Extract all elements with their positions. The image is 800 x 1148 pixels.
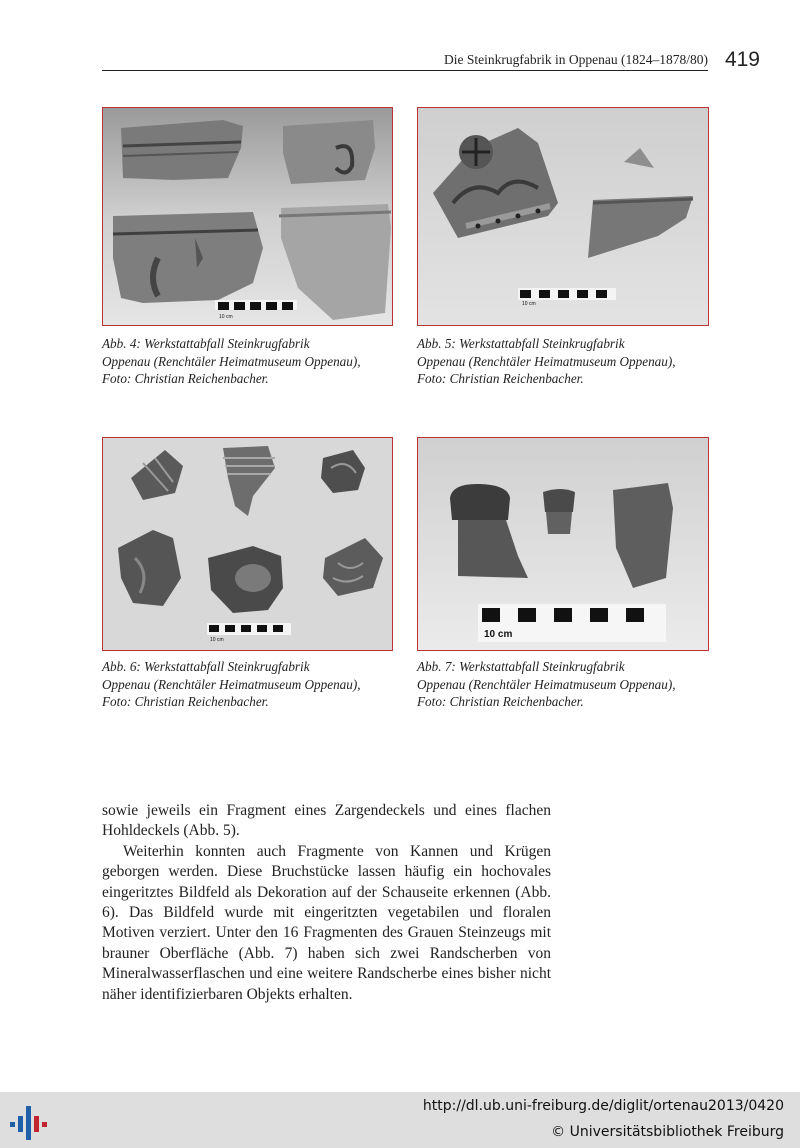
figure-abb-4-caption	[102, 335, 361, 388]
figure-abb-5-caption	[417, 335, 676, 388]
figure-abb-7-caption	[417, 658, 676, 711]
page-number: 419	[724, 48, 760, 71]
footer-bar	[0, 1092, 800, 1148]
running-header	[102, 48, 760, 72]
scale-label: 10 cm	[219, 314, 233, 320]
library-logo-icon	[8, 1100, 52, 1144]
figure-abb-6-caption	[102, 658, 361, 711]
scale-bar	[478, 604, 666, 642]
caption-line: Abb. 5: Werkstattabfall Steinkrugfabrik	[417, 336, 625, 351]
paragraph: Weiterhin konnten auch Fragmente von Kannen und Krügen geborgen werden. Diese Bruchstücke lassen häufig ein hochovales eingeritztes Bildfeld als Dekoration auf der Schauseite erkennen (Abb. 6). Das Bildfeld wurde mit eingeritzten vegetabilen und floralen Motiven verziert. Unter den 16 Fragmenten des Grauen Steinzeugs mit brauner Oberfläche (Abb. 7) haben sich zwei Randscherben von Mineralwasserflaschen und eine weitere Randscherbe eines bisher nicht näher identifizierbaren Objekts erhalten.	[102, 842, 551, 1003]
caption-line: Foto: Christian Reichenbacher.	[417, 371, 584, 386]
scale-label: 10 cm	[484, 629, 513, 640]
scale-label: 10 cm	[522, 301, 536, 307]
figure-abb-7-photo	[417, 437, 709, 651]
body-text	[102, 801, 551, 1005]
caption-line: Oppenau (Renchtäler Heimatmuseum Oppenau),	[417, 676, 676, 692]
caption-line: Foto: Christian Reichenbacher.	[102, 371, 269, 386]
caption-line: Abb. 7: Werkstattabfall Steinkrugfabrik	[417, 659, 625, 674]
caption-line: Oppenau (Renchtäler Heimatmuseum Oppenau),	[102, 676, 361, 692]
caption-line: Oppenau (Renchtäler Heimatmuseum Oppenau),	[102, 353, 361, 369]
caption-line: Abb. 4: Werkstattabfall Steinkrugfabrik	[102, 336, 310, 351]
running-title: Die Steinkrugfabrik in Oppenau (1824–1878/80)	[444, 52, 708, 67]
figure-abb-6-photo	[102, 437, 393, 651]
caption-line: Foto: Christian Reichenbacher.	[102, 694, 269, 709]
caption-line: Abb. 6: Werkstattabfall Steinkrugfabrik	[102, 659, 310, 674]
figure-abb-5-photo	[417, 107, 709, 326]
scale-label: 10 cm	[210, 637, 224, 643]
paragraph: sowie jeweils ein Fragment eines Zargendeckels und eines flachen Hohldeckels (Abb. 5).	[102, 802, 551, 840]
figure-abb-4-photo	[102, 107, 393, 326]
source-link[interactable]: http://dl.ub.uni-freiburg.de/diglit/ortenau2013/0420	[422, 1098, 784, 1114]
copyright-notice: © Universitätsbibliothek Freiburg	[551, 1124, 784, 1140]
header-rule	[102, 70, 708, 71]
caption-line: Oppenau (Renchtäler Heimatmuseum Oppenau),	[417, 353, 676, 369]
caption-line: Foto: Christian Reichenbacher.	[417, 694, 584, 709]
